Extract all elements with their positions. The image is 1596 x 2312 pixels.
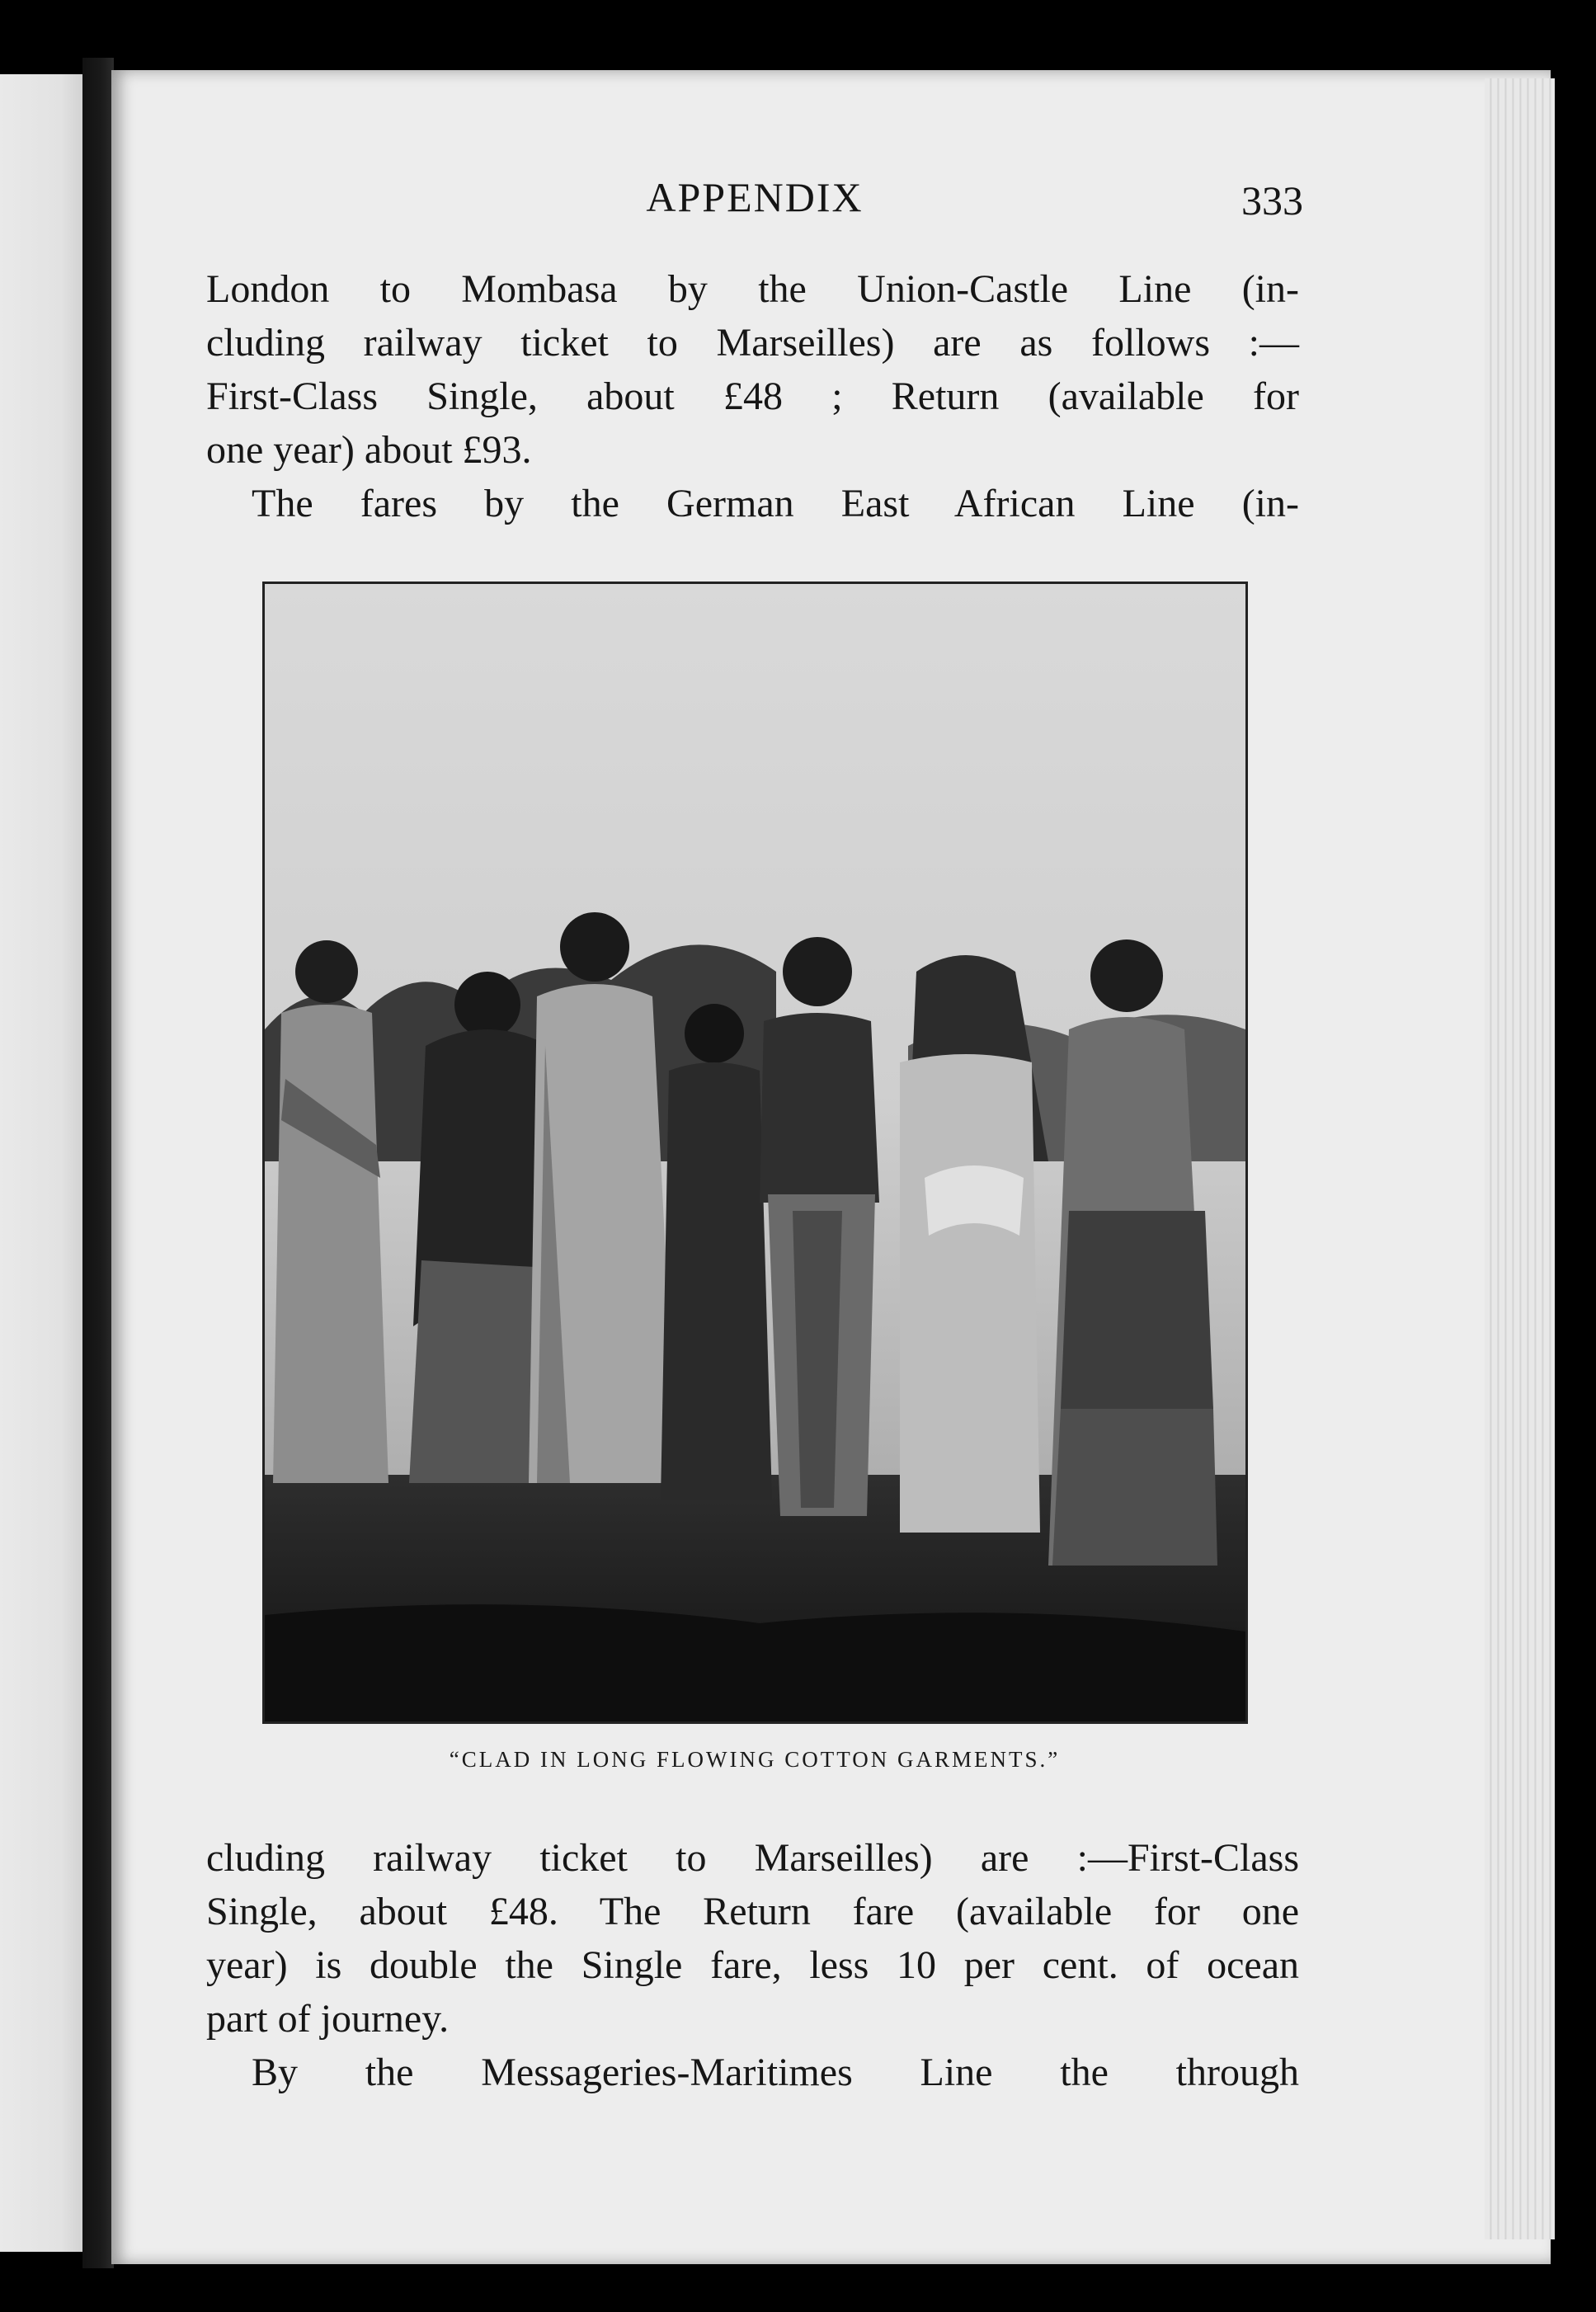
text-block-bottom xyxy=(206,1831,1299,2099)
text-line: one year) about £93. xyxy=(206,428,532,472)
page-stack-edges xyxy=(1485,78,1555,2239)
text-line: cluding railway ticket to Marseilles) are :—First-Class xyxy=(206,1836,1299,1880)
text-line: London to Mombasa by the Union-Castle Line (in- xyxy=(206,267,1299,311)
text-line: The fares by the German East African Line (in- xyxy=(252,482,1299,525)
text-line: First-Class Single, about £48 ; Return (available for xyxy=(206,374,1299,418)
text-line: cluding railway ticket to Marseilles) are as follows :— xyxy=(206,321,1299,365)
previous-page-edge xyxy=(0,74,87,2252)
running-title: APPENDIX xyxy=(646,174,864,220)
text-line: part of journey. xyxy=(206,1997,450,2041)
photograph-image xyxy=(265,584,1245,1721)
photograph xyxy=(262,582,1248,1724)
text-line: year) is double the Single fare, less 10 per cent. of ocean xyxy=(206,1943,1299,1987)
running-head xyxy=(206,173,1303,231)
text-line: By the Messageries-Maritimes Line the through xyxy=(252,2051,1299,2094)
text-block-top xyxy=(206,262,1299,530)
figure-caption: “CLAD IN LONG FLOWING COTTON GARMENTS.” xyxy=(449,1747,1061,1772)
page-number: 333 xyxy=(1241,177,1303,224)
book-spine-shadow xyxy=(82,58,114,2268)
text-line: Single, about £48. The Return fare (available for one xyxy=(206,1890,1299,1933)
